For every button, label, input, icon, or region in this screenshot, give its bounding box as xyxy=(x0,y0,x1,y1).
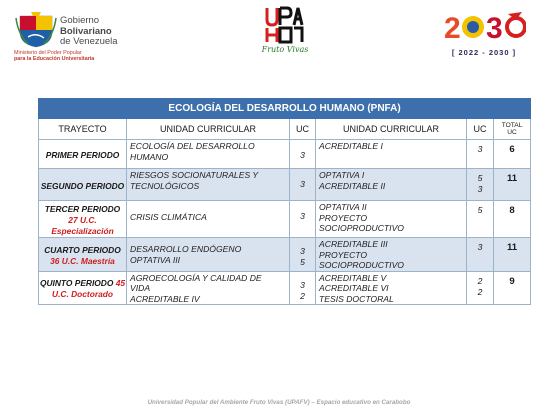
uc-value: 3 xyxy=(300,211,305,221)
uc-value: 3 xyxy=(300,279,305,290)
unidad-line: PROYECTO xyxy=(319,212,368,223)
uc2-cell xyxy=(467,201,494,238)
unidad1-cell xyxy=(127,201,290,238)
uc-value: 3 xyxy=(300,179,305,189)
plan-range-label: [ 2022 - 2030 ] xyxy=(451,48,517,57)
header-unidad-curricular-2: UNIDAD CURRICULAR xyxy=(316,119,467,140)
header-total-line2: UC xyxy=(507,129,517,136)
ministry-line2: para la Educación Universitaria xyxy=(14,56,95,62)
page-footer: Universidad Popular del Ambiente Fruto Vivas (UPAFV) – Espacio educativo en Carabobo xyxy=(147,399,411,406)
unidad-line: ECOLOGÍA DEL DESARROLLO xyxy=(130,141,255,151)
uc1-cell xyxy=(290,201,316,238)
unidad-line: CRISIS CLIMÁTICA xyxy=(130,212,207,222)
total-cell: 11 xyxy=(494,238,531,272)
curriculum-table-container xyxy=(38,98,530,305)
unidad-line: PROYECTO xyxy=(319,249,368,260)
unidad-line: OPTATIVA II xyxy=(319,202,367,212)
header-uc-2: UC xyxy=(467,119,494,140)
uc-value: 2 xyxy=(300,290,305,301)
uc2-cell xyxy=(467,238,494,272)
ministry-text xyxy=(14,50,136,62)
uc1-cell xyxy=(290,238,316,272)
venezuela-coat-of-arms-icon xyxy=(14,10,58,48)
unidad-line: SOCIOPRODUCTIVO xyxy=(319,260,404,270)
trayecto-label: CUARTO PERIODO xyxy=(44,244,121,255)
table-header-row xyxy=(39,119,531,140)
unidad-line: OPTATIVA I xyxy=(319,170,365,180)
unidad2-cell xyxy=(316,169,467,201)
curriculum-table xyxy=(38,98,531,305)
uc1-cell xyxy=(290,271,316,305)
header-trayecto: TRAYECTO xyxy=(39,119,127,140)
unidad-line: RIESGOS SOCIONATURALES Y xyxy=(130,170,259,180)
trayecto-credits: 36 U.C. Maestría xyxy=(50,255,115,266)
unidad-line: AGROECOLOGÍA Y CALIDAD DE xyxy=(130,272,262,283)
upa-tagline: Fruto Vivas xyxy=(261,45,309,54)
unidad1-cell xyxy=(127,238,290,272)
unidad2-cell xyxy=(316,238,467,272)
unidad-line: ACREDITABLE V xyxy=(319,272,387,283)
unidad-line: HUMANO xyxy=(130,151,169,162)
uc-value: 3 xyxy=(477,184,483,194)
plan-2022-2030-logo xyxy=(440,8,530,62)
unidad1-cell xyxy=(127,169,290,201)
table-row xyxy=(39,140,531,169)
unidad2-cell xyxy=(316,140,467,169)
plan-2030-graphic xyxy=(442,10,526,44)
trayecto-credits: 45 U.C. Doctorado xyxy=(52,278,126,300)
table-title-row xyxy=(39,99,531,119)
unidad-line: DESARROLLO ENDÓGENO xyxy=(130,244,242,254)
unidad-line: VIDA xyxy=(130,283,151,293)
table-row xyxy=(39,201,531,238)
unidad-line: SOCIOPRODUCTIVO xyxy=(319,223,404,233)
trayecto-cell xyxy=(39,140,127,169)
total-cell: 9 xyxy=(494,271,531,305)
gobierno-bolivariano-logo xyxy=(14,8,134,64)
gobierno-line2: Bolivariano xyxy=(60,25,112,37)
trayecto-cell xyxy=(39,201,127,238)
total-cell: 8 xyxy=(494,201,531,238)
header-total-uc xyxy=(494,119,531,140)
trayecto-cell xyxy=(39,238,127,272)
header-unidad-curricular-1: UNIDAD CURRICULAR xyxy=(127,119,290,140)
uc-value: 5 xyxy=(477,173,483,183)
uc-value: 5 xyxy=(300,257,305,267)
table-title: ECOLOGÍA DEL DESARROLLO HUMANO (PNFA) xyxy=(39,99,531,119)
uc-value: 2 xyxy=(477,275,483,286)
trayecto-cell xyxy=(39,169,127,201)
uc-value: 3 xyxy=(300,150,305,160)
uc-value: 3 xyxy=(477,242,483,252)
trayecto-label: SEGUNDO PERIODO xyxy=(40,180,125,191)
unidad-line: ACREDITABLE II xyxy=(319,180,386,191)
ministry-line1: Ministerio del Poder Popular xyxy=(14,50,82,56)
uc-value: 5 xyxy=(477,205,483,215)
unidad2-cell xyxy=(316,201,467,238)
svg-text:2: 2 xyxy=(444,12,461,44)
header-total-line1: TOTAL xyxy=(501,122,523,129)
total-cell: 6 xyxy=(494,140,531,169)
unidad-line: TESIS DOCTORAL xyxy=(319,293,394,304)
trayecto-label: PRIMER PERIODO xyxy=(45,150,120,160)
uc2-cell xyxy=(467,271,494,305)
trayecto-label: QUINTO PERIODO xyxy=(39,278,114,289)
unidad-line: ACREDITABLE III xyxy=(319,239,388,249)
unidad2-cell xyxy=(316,271,467,305)
uc2-cell xyxy=(467,169,494,201)
trayecto-cell xyxy=(39,271,127,305)
upa-fruto-vivas-logo xyxy=(255,6,315,62)
gobierno-text xyxy=(60,16,118,48)
uc1-cell xyxy=(290,140,316,169)
unidad-line: TECNOLÓGICOS xyxy=(130,180,200,191)
uc2-cell xyxy=(467,140,494,169)
trayecto-credits: 27 U.C. Especialización xyxy=(51,215,114,236)
unidad-line: OPTATIVA III xyxy=(130,254,180,265)
table-row xyxy=(39,169,531,201)
uc-value: 3 xyxy=(477,144,483,154)
svg-text:3: 3 xyxy=(486,12,503,44)
uc1-cell xyxy=(290,169,316,201)
unidad1-cell xyxy=(127,140,290,169)
uc-value: 2 xyxy=(477,286,483,297)
unidad-line: ACREDITABLE VI xyxy=(319,283,389,293)
table-row xyxy=(39,271,531,305)
unidad1-cell xyxy=(127,271,290,305)
header-uc-1: UC xyxy=(290,119,316,140)
gobierno-line3: de Venezuela xyxy=(60,36,118,47)
trayecto-label: TERCER PERIODO xyxy=(44,204,121,214)
uc-value: 3 xyxy=(300,246,305,256)
gobierno-line1: Gobierno xyxy=(60,15,100,26)
upa-monogram-icon xyxy=(264,6,306,44)
unidad-line: ACREDITABLE I xyxy=(319,141,383,151)
total-cell: 11 xyxy=(494,169,531,201)
table-row xyxy=(39,238,531,272)
unidad-line: ACREDITABLE IV xyxy=(130,293,200,304)
